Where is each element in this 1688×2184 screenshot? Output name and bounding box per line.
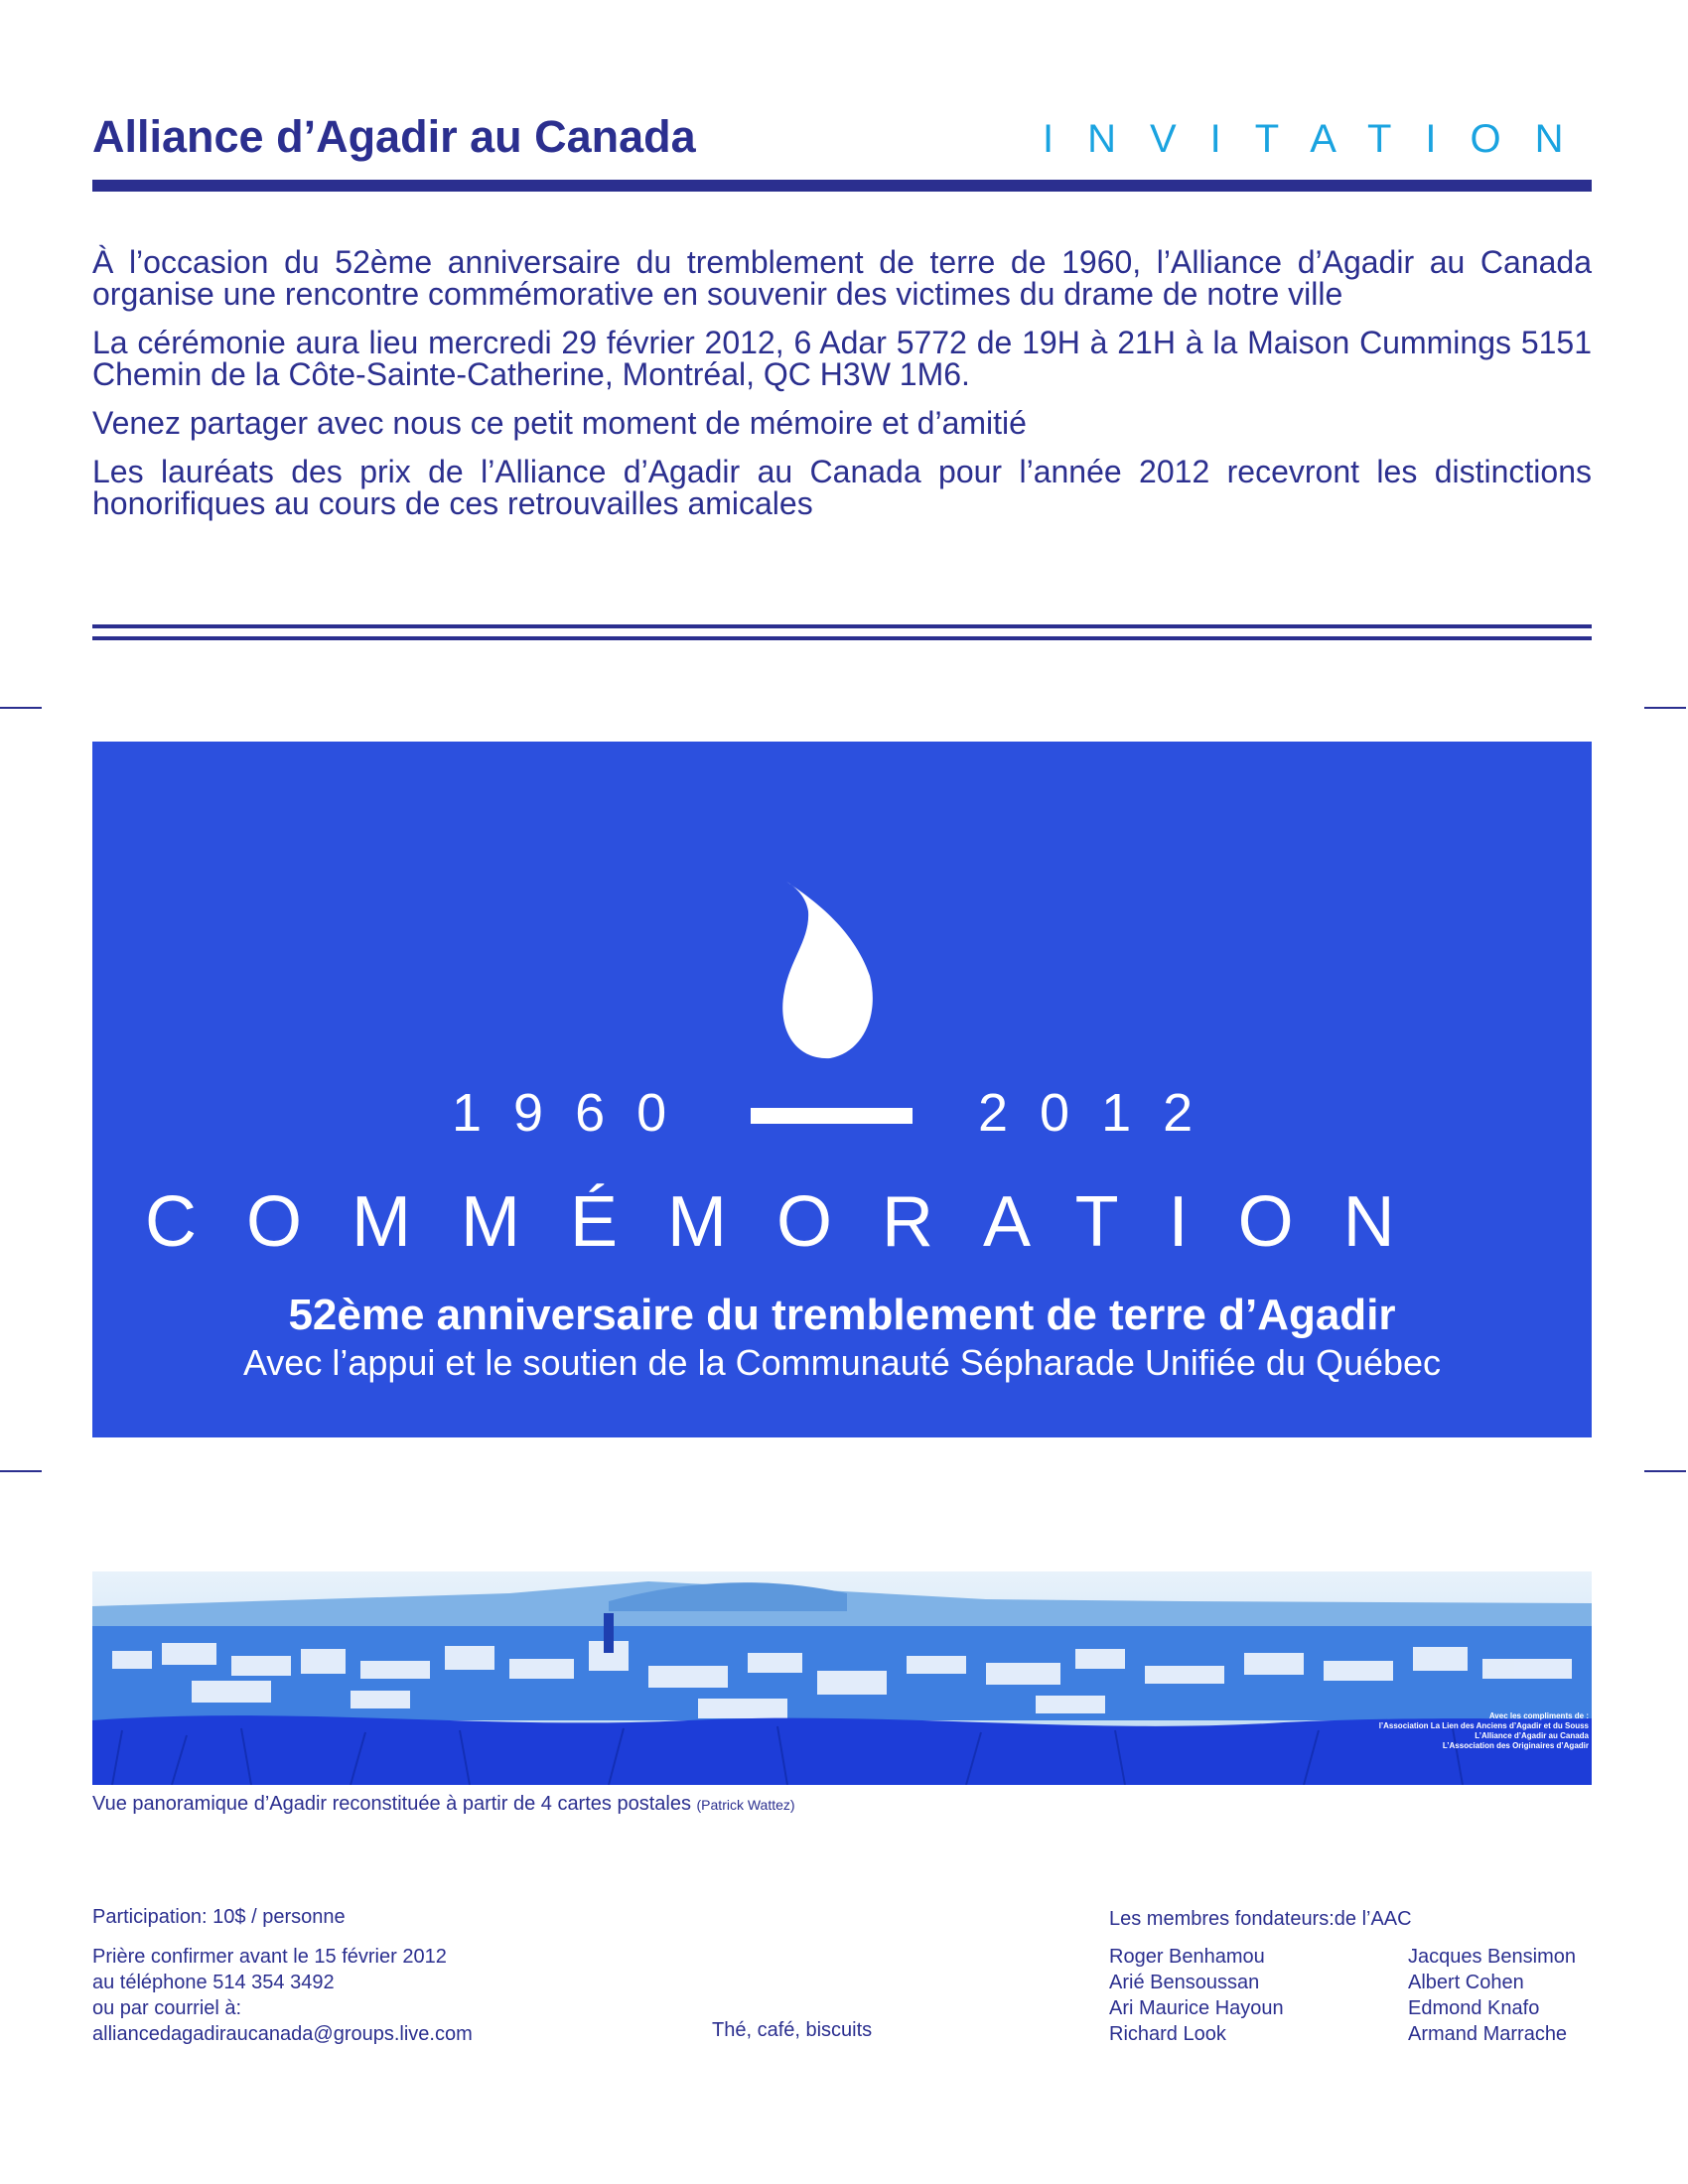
- intro-paragraph-laureates: Les lauréats des prix de l’Alliance d’Agadir au Canada pour l’année 2012 recevront les distinctions honorifiques au cours de ces retrouvailles amicales: [92, 454, 1592, 521]
- fold-mark: [0, 707, 42, 709]
- founder-name: Jacques Bensimon: [1408, 1946, 1576, 1968]
- panorama-credit: Avec les compliments de : l’Association La Lien des Anciens d’Agadir et du Souss L’Alliance d’Agadir au Canada L’Association des Originaires d’Agadir: [1378, 1711, 1589, 1750]
- flame-base: [751, 1108, 913, 1124]
- founder-name: Arié Bensoussan: [1109, 1972, 1260, 1993]
- panorama-caption-credit: (Patrick Wattez): [696, 1797, 795, 1813]
- founder-name: Edmond Knafo: [1408, 1997, 1540, 2019]
- founders-list-left: [1109, 1944, 1284, 2047]
- founders-list-right: [1408, 1944, 1576, 2047]
- agadir-panorama-image: [92, 1571, 1592, 1785]
- intro-paragraph-share: Venez partager avec nous ce petit moment de mémoire et d’amitié: [92, 405, 1027, 441]
- year-end: 2012: [978, 1083, 1225, 1143]
- invitation-body: [92, 246, 1592, 536]
- rsvp-deadline: Prière confirmer avant le 15 février 2012: [92, 1946, 447, 1968]
- founder-name: Albert Cohen: [1408, 1972, 1524, 1993]
- fold-mark: [1644, 707, 1686, 709]
- anniversary-subtitle: 52ème anniversaire du tremblement de terre d’Agadir: [288, 1291, 1396, 1339]
- founder-name: Richard Look: [1109, 2023, 1226, 2045]
- founders-title: Les membres fondateurs:de l’AAC: [1109, 1908, 1412, 1930]
- rsvp-phone: au téléphone 514 354 3492: [92, 1972, 335, 1993]
- section-divider-bottom: [92, 636, 1592, 640]
- panorama-caption: Vue panoramique d’Agadir reconstituée à partir de 4 cartes postales (Patrick Wattez): [92, 1793, 795, 1815]
- section-divider-top: [92, 624, 1592, 628]
- rsvp-email-label: ou par courriel à:: [92, 1997, 242, 2019]
- commemoration-title: COMMÉMORATION: [145, 1182, 1445, 1262]
- founder-name: Ari Maurice Hayoun: [1109, 1997, 1284, 2019]
- founder-name: Armand Marrache: [1408, 2023, 1568, 2045]
- fold-mark: [1644, 1470, 1686, 1472]
- support-line: Avec l’appui et le soutien de la Communauté Sépharade Unifiée du Québec: [242, 1342, 1442, 1383]
- organization-title: Alliance d’Agadir au Canada: [92, 111, 696, 162]
- flame-icon: [778, 882, 878, 1060]
- fold-mark: [0, 1470, 42, 1472]
- refreshments: Thé, café, biscuits: [712, 2019, 873, 2041]
- year-start: 1960: [452, 1083, 699, 1143]
- founder-name: Roger Benhamou: [1109, 1946, 1265, 1968]
- invitation-heading: INVITATION: [1043, 117, 1598, 161]
- rsvp-block: [92, 1944, 473, 2047]
- rsvp-email[interactable]: alliancedagadiraucanada@groups.live.com: [92, 2023, 473, 2045]
- intro-paragraph-occasion: À l’occasion du 52ème anniversaire du tremblement de terre de 1960, l’Alliance d’Agadir au Canada organise une rencontre commémorative en souvenir des victimes du drame de notre ville: [92, 244, 1592, 312]
- header-divider: [92, 180, 1592, 192]
- participation-fee: Participation: 10$ / personne: [92, 1906, 346, 1928]
- intro-paragraph-venue: La cérémonie aura lieu mercredi 29 février 2012, 6 Adar 5772 de 19H à 21H à la Maison Cummings 5151 Chemin de la Côte-Sainte-Catherine, Montréal, QC H3W 1M6.: [92, 325, 1592, 392]
